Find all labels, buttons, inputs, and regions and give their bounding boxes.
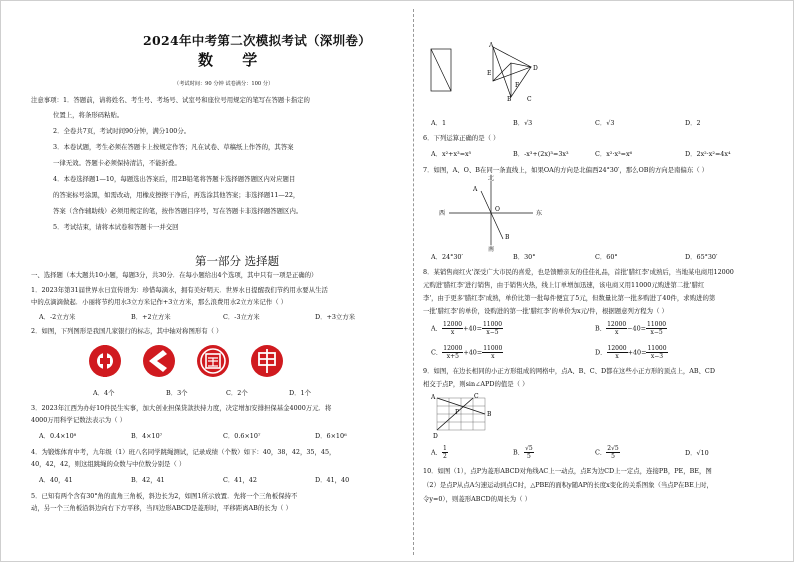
q2-option-d: D．1个 [289,389,311,397]
numerator: 11000 [482,321,503,328]
q8-option-a [431,321,503,336]
fraction [646,321,667,336]
q6-line: 6．下列运算正确的是（ ） [423,134,500,142]
bank-logo-3 [197,345,229,377]
note-line: 答案（含作辅助线）必须用规定的笔，按作答题目序号，写在答题卡非选择题答题区内。 [53,207,303,215]
q7-option-d: D．65°30′ [685,253,718,261]
left-column [31,1,406,563]
q2-option-a: A．4个 [93,389,115,397]
note-line: 4．本卷选择题1—10，每题选出答案后，用2B铅笔将答题卡选择题答题区内对应题目 [53,175,296,183]
q4-option-d: D．41，40 [315,476,350,484]
label-B: B [487,411,492,418]
bank-logos [87,341,287,381]
operator: −40= [627,324,647,333]
q5-option-d: D．2 [685,119,701,127]
q5-option-c: C．√3 [595,119,615,127]
numerator: 11000 [647,321,667,328]
denominator: x [614,329,619,336]
q5-figure-2 [493,47,531,97]
q5-option-b: B．√3 [513,119,533,127]
q9-line: 9．如图，在边长相同的小正方形组成的网格中，点A、B、C、D都在这些小正方形的顶点上，AB、CD [423,367,715,375]
denominator: x [615,353,619,360]
note-line: 位置上，将条形码粘贴。 [53,111,124,119]
label-B: B [507,96,512,103]
note-line: 3．本卷试题，考生必须在答题卡上按规定作答；凡在试卷、草稿纸上作答的，其答案 [53,143,294,151]
q5-option-a: A．1 [431,119,447,127]
q5-figure [431,43,551,103]
q3-option-c: C．0.6×10⁷ [223,432,261,440]
compass-west: 西 [439,210,446,217]
option-label: B． [513,448,525,457]
fraction [442,445,448,460]
q4-line: 40，42，42，则这组跳绳的众数与中位数分别是（ ） [31,460,186,468]
label-C: C [474,393,479,400]
q9-grid-figure [431,394,491,440]
denominator: x [450,329,455,336]
fraction [646,345,667,360]
q7-option-b: B．30° [513,253,536,261]
q9-option-c [595,445,620,460]
q1-option-a: A．-2立方米 [39,313,76,321]
q3-option-b: B．4×10⁷ [131,432,163,440]
label-P: P [455,409,460,416]
q1-line: 中的点滴滴做起．小丽将节约用水3立方米记作+3立方米，那么浪费用水2立方米记作（ ） [31,298,288,306]
option-label: D． [595,348,607,357]
q1-option-c: C．-3立方米 [223,313,260,321]
numerator: 12000 [607,345,627,352]
note-line: 2．全卷共7页，考试时间90分钟，满分100分。 [53,127,191,135]
q9-line: 相交于点P，则sin∠APD的值是（ ） [423,380,529,388]
bank-logo-4 [251,345,283,377]
denominator: 2 [443,453,447,460]
denominator: x+5 [446,353,459,360]
section-title: 第一部分 选择题 [195,254,280,268]
bank-logo-1 [89,345,121,377]
numerator: 11000 [483,345,503,352]
note-line: 一律无效。答题卡必须保持清洁，不能折叠。 [53,159,181,167]
q10-line: 10．如图（1），点P为菱形ABCD对角线AC上一动点，点E为边CD上一定点，连接PB，PE，BE，图 [423,467,712,475]
q5-line: 5．已知有两个含有30°角的直角三角板，斜边长为2，如图1所示放置．先将一个三角板保持不 [31,492,298,500]
label-A: A [489,42,494,49]
numerator: 12000 [443,345,463,352]
note-line: 的答案标号涂黑，如需改动，用橡皮擦擦干净后，再选涂其他答案；非选择题11—22， [53,191,300,199]
q1-line: 1．2023年第31届世界水日宣传语为：珍惜每滴水，拥有美好明天．世界水日提醒我们节约用水要从生活 [31,286,328,294]
q4-option-a: A．40，41 [39,476,73,484]
q6-option-a: A．x²+x³=x⁵ [431,150,472,158]
denominator: x−5 [486,329,499,336]
option-value: √10 [696,449,709,457]
q3-line: 4000万用科学记数法表示为（ ） [31,416,126,424]
fraction [482,345,503,360]
option-label: C． [595,448,607,457]
numerator: √5 [525,445,533,452]
numerator: 12000 [443,321,463,328]
option-label: C． [431,348,443,357]
q3-option-d: D．6×10⁶ [315,432,347,440]
compass-east: 东 [536,210,543,217]
q10-line: （2）是点P从点A匀速运动到点C时，△PBE的面积y随AP的长度x变化的关系图象（当点P在BE上时， [423,481,713,489]
label-C: C [527,96,532,103]
numerator: 11000 [647,345,667,352]
q8-option-d [595,345,668,360]
q4-option-c: C．41，42 [223,476,257,484]
label-F: F [515,82,520,89]
q1-option-d: D．+3立方米 [315,313,356,321]
q6-option-b: B．-x³+(2x)³=3x³ [513,150,569,158]
fraction [442,321,463,336]
numerator: 2√5 [607,445,619,452]
compass-south: 南 [488,246,495,253]
denominator: x−3 [650,353,664,360]
q3-line: 3．2023年江西为办好10件民生实事，加大创业担保贷款扶持力度，决定增加安排担保基金4000万元．将 [31,404,332,412]
section-instruction: 一、选择题（本大题共10小题，每题3分，共30分．在每小题给出4个选项，其中只有一项是正确的） [31,271,318,279]
q6-option-d: D．2x²·x²=4x⁴ [685,150,731,158]
q2-option-c: C．2个 [226,389,248,397]
q7-option-c: C．60° [595,253,618,261]
q8-line: 一批'腊红李'的单价，设购进的第一批'腊红李'的单价为x元/件，根据题意列方程为（ ） [423,307,668,315]
compass-north: 北 [488,175,495,182]
fraction [606,321,627,336]
q8-line: 8．某销售商红火'深受广大市民的喜爱，也是馈赠亲友的佳佳礼品，首批'腊红李'成熟后，当地某电商用12000 [423,268,734,276]
denominator: 5 [611,453,615,460]
q3-option-a: A．0.4×10⁸ [39,432,77,440]
q7-option-a: A．24°30′ [431,253,463,261]
numerator: 12000 [607,321,627,328]
operator: +40= [463,324,482,333]
q9-option-a [431,445,448,460]
q1-option-b: B．+2立方米 [131,313,171,321]
q4-option-b: B．42，41 [131,476,165,484]
q9-option-b [513,445,534,460]
label-A: A [431,394,436,401]
column-divider [413,9,414,555]
note-line: 注意事项：1．答题前，请将姓名、考生号、考场号、试室号和座位号用规定的笔写在答题卡指定的 [31,96,310,104]
label-E: E [487,70,492,77]
denominator: x−5 [650,329,663,336]
q7-compass-figure [439,175,553,253]
label-O: O [495,206,500,213]
fraction [606,445,619,460]
q7-line: 7．如图，A、O、B在同一条直线上，如果OA的方向是北偏西24°30′，那么OB的方向是南偏东（ ） [423,166,709,174]
operator: +40= [463,348,483,357]
q5-figure-1 [431,49,451,91]
q8-line: 李'，由于更多'腊红李'成熟，单价比第一批每件便宜了5元，但数量比第一批多购进了40件，求购进的第 [423,294,716,302]
q6-option-c: C．x²·x³=x⁶ [595,150,633,158]
q10-line: 令y=0），则菱形ABCD的周长为（ ） [423,495,531,503]
q2-option-b: B．3个 [166,389,188,397]
fraction [607,345,628,360]
label-A: A [473,186,478,193]
q8-option-c [431,345,503,360]
fraction [524,445,534,460]
q5-line: 动，另一个三角板沿斜边向右下方平移，当四边形ABCD是菱形时，平移距离AB的长为（ ） [31,504,292,512]
exam-title: 2024年中考第二次模拟考试（深圳卷） [143,33,371,48]
option-label: A． [431,324,443,333]
numerator: 1 [443,445,447,452]
note-line: 5．考试结束，请将本试卷和答题卡一并交回 [53,223,179,231]
q8-option-b [595,321,667,336]
bank-logo-2 [143,345,175,377]
fraction [442,345,463,360]
label-B: B [505,234,510,241]
fraction [482,321,503,336]
option-label: A． [431,448,443,457]
option-label: B． [595,324,607,333]
subject-title: 数 学 [198,51,270,69]
q2-line: 2．如图，下列图形是我国几家银行的标志，其中轴对称图形有（ ） [31,327,223,335]
exam-info: （考试时间：90 分钟 试卷满分：100 分） [174,81,274,87]
denominator: x [491,353,495,360]
q8-line: 元购进'腊红李'进行销售，由于销售火热，线上订单增加迅速，该电商又用11000元购进第二批'腊红 [423,281,705,289]
q4-line: 4．为锻炼体育中考，九年级（1）班八名同学跳绳测试，记录成绩（个数）如下：40，38，42，35，45， [31,448,336,456]
label-D: D [533,65,538,72]
right-column [423,1,778,563]
q9-option-d [685,449,709,458]
option-label: D． [685,449,697,457]
operator: +40= [627,348,647,357]
denominator: 5 [527,453,531,460]
label-D: D [433,433,438,440]
